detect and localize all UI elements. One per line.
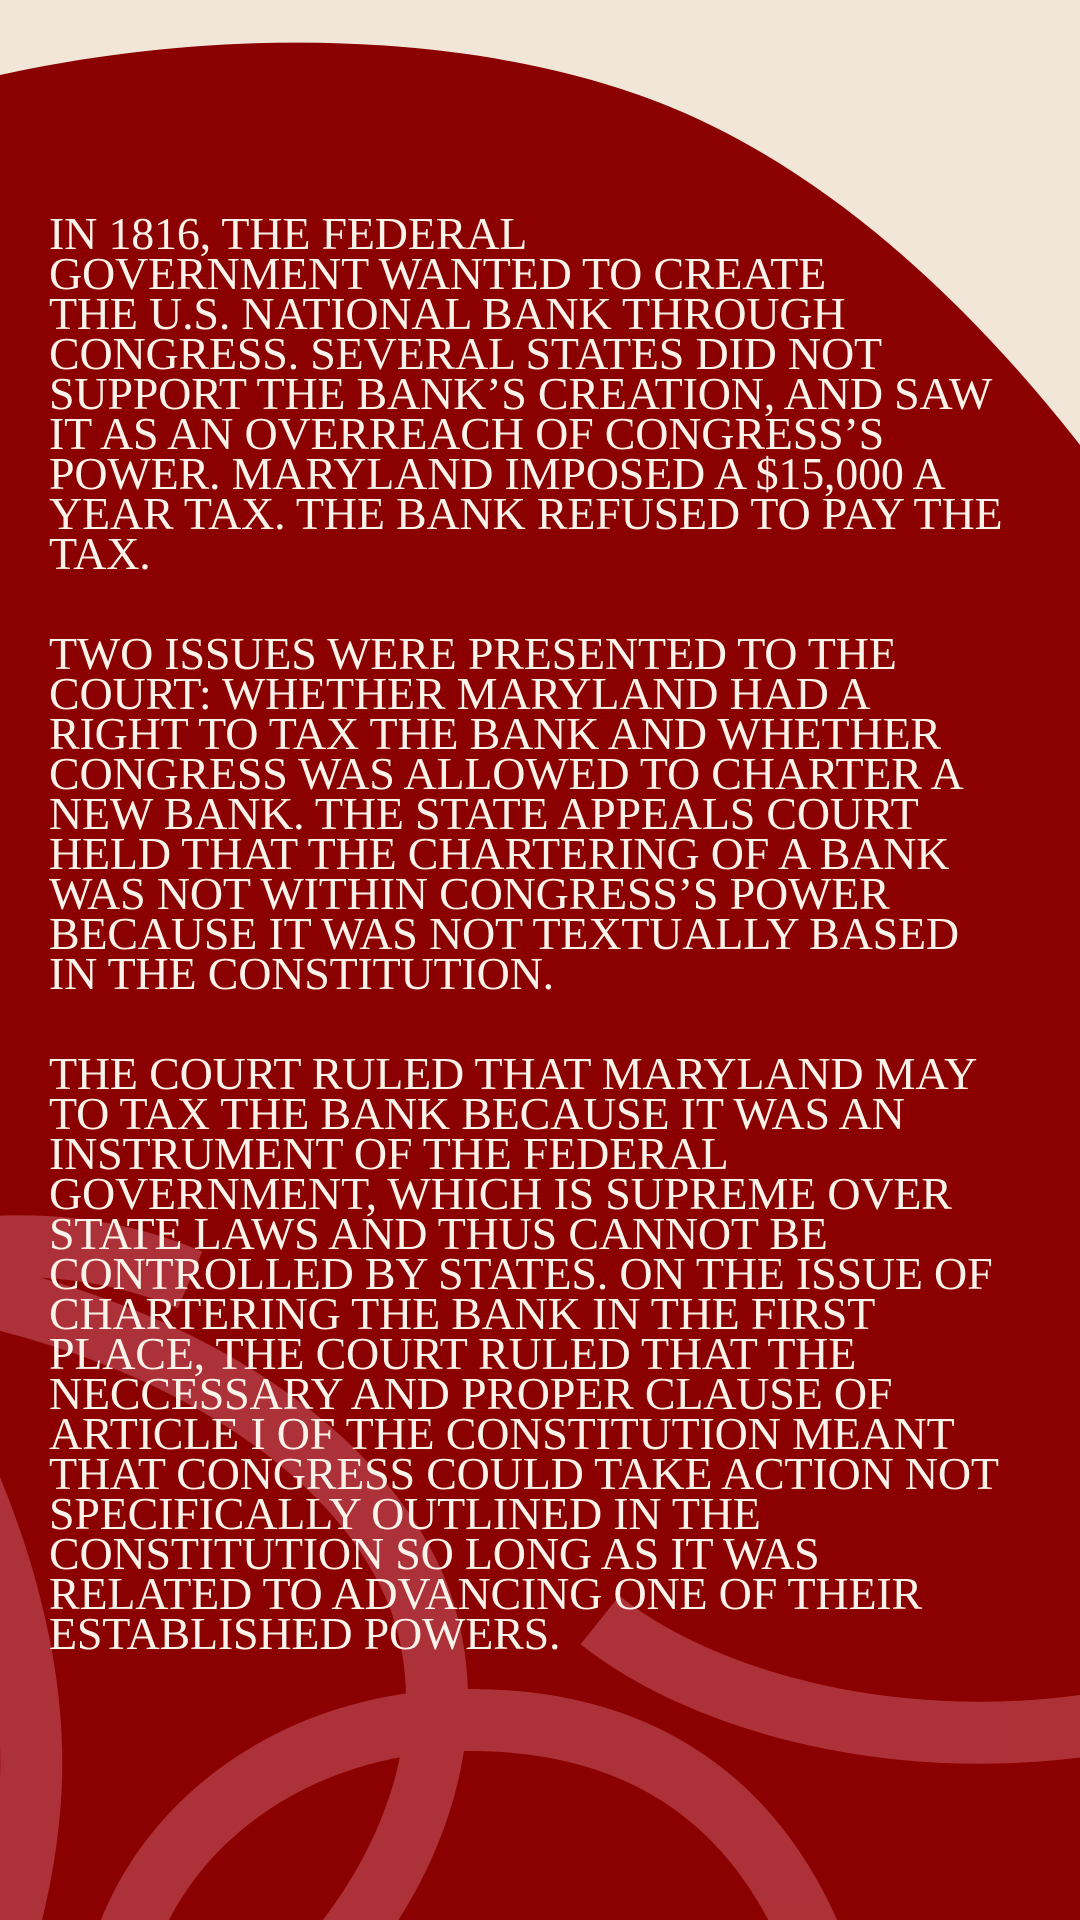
article-text [49, 208, 1039, 1714]
text-line: ESTABLISHED POWERS. [49, 1608, 561, 1659]
text-line: SPECIFICALLY OUTLINED IN THE [49, 1488, 761, 1539]
text-line: CONGRESS. SEVERAL STATES DID NOT [49, 328, 882, 379]
text-line: POWER. MARYLAND IMPOSED A $15,000 A [49, 448, 946, 499]
text-line: IT AS AN OVERREACH OF CONGRESS’S [49, 408, 884, 459]
text-line: STATE LAWS AND THUS CANNOT BE [49, 1208, 828, 1259]
text-line: GOVERNMENT WANTED TO CREATE [49, 248, 827, 299]
text-line: CONTROLLED BY STATES. ON THE ISSUE OF [49, 1248, 993, 1299]
text-line: PLACE, THE COURT RULED THAT THE [49, 1328, 857, 1379]
text-line: HELD THAT THE CHARTERING OF A BANK [49, 828, 950, 879]
text-line: RIGHT TO TAX THE BANK AND WHETHER [49, 708, 941, 759]
text-line: THE COURT RULED THAT MARYLAND MAY [49, 1048, 978, 1099]
text-line: TAX. [49, 528, 151, 579]
text-line: THE U.S. NATIONAL BANK THROUGH [49, 288, 846, 339]
text-line: RELATED TO ADVANCING ONE OF THEIR [49, 1568, 922, 1619]
text-line: INSTRUMENT OF THE FEDERAL [49, 1128, 729, 1179]
text-line: IN 1816, THE FEDERAL [49, 208, 528, 259]
text-line: YEAR TAX. THE BANK REFUSED TO PAY THE [49, 488, 1003, 539]
text-line: IN THE CONSTITUTION. [49, 948, 554, 999]
text-line: ARTICLE I OF THE CONSTITUTION MEANT [49, 1408, 955, 1459]
paragraph-ruling [49, 1048, 1039, 1659]
text-line: CONGRESS WAS ALLOWED TO CHARTER A [49, 748, 964, 799]
text-line: COURT: WHETHER MARYLAND HAD A [49, 668, 871, 719]
text-line: GOVERNMENT, WHICH IS SUPREME OVER [49, 1168, 952, 1219]
text-line: SUPPORT THE BANK’S CREATION, AND SAW [49, 368, 993, 419]
paragraph-issues [49, 628, 1039, 999]
paragraph-background [49, 208, 1039, 579]
text-line: BECAUSE IT WAS NOT TEXTUALLY BASED [49, 908, 959, 959]
text-line: CONSTITUTION SO LONG AS IT WAS [49, 1528, 820, 1579]
text-line: CHARTERING THE BANK IN THE FIRST [49, 1288, 876, 1339]
text-line: WAS NOT WITHIN CONGRESS’S POWER [49, 868, 890, 919]
text-line: THAT CONGRESS COULD TAKE ACTION NOT [49, 1448, 999, 1499]
text-line: NEW BANK. THE STATE APPEALS COURT [49, 788, 919, 839]
text-line: NECCESSARY AND PROPER CLAUSE OF [49, 1368, 893, 1419]
text-line: TO TAX THE BANK BECAUSE IT WAS AN [49, 1088, 905, 1139]
text-line: TWO ISSUES WERE PRESENTED TO THE [49, 628, 897, 679]
